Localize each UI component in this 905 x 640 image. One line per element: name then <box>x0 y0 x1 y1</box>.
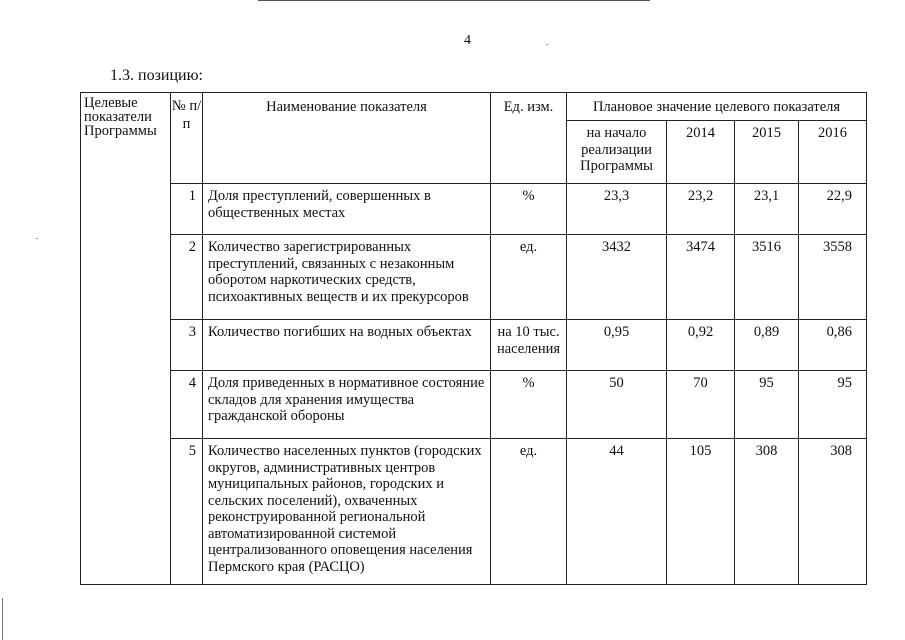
table-row <box>81 320 867 371</box>
indicator-name: Количество населенных пунктов (городских округов, административных центров муниципальных районов, городских и сельских поселений), охваченных реконструированной региональной автоматизированной системой централизованного оповещения населения Пермского края (РАСЦО) <box>203 439 491 585</box>
table-row <box>81 371 867 439</box>
indicator-name: Количество погибших на водных объектах <box>203 320 491 371</box>
value-start: 3432 <box>567 235 667 320</box>
row-number: 3 <box>171 320 203 371</box>
value-year: 23,2 <box>667 184 735 235</box>
scan-edge-mark <box>2 598 3 640</box>
section-label: 1.3. позицию: <box>110 67 203 84</box>
indicator-name: Доля приведенных в нормативное состояние складов для хранения имущества гражданской обороны <box>203 371 491 439</box>
indicator-name: Количество зарегистрированных преступлений, связанных с незаконным оборотом наркотических средств, психоактивных веществ и их прекурсоров <box>203 235 491 320</box>
value-year: 308 <box>799 439 867 585</box>
header-targets: Целевые показатели Программы <box>81 93 171 585</box>
header-planned: Плановое значение целевого показателя <box>567 93 867 121</box>
page-number: 4 <box>464 33 471 48</box>
indicator-name: Доля преступлений, совершенных в общественных местах <box>203 184 491 235</box>
value-start: 50 <box>567 371 667 439</box>
indicator-unit: % <box>491 371 567 439</box>
indicator-unit: % <box>491 184 567 235</box>
value-year: 23,1 <box>735 184 799 235</box>
value-year: 3516 <box>735 235 799 320</box>
subheader-year: 2014 <box>667 121 735 184</box>
subheader-year: 2016 <box>799 121 867 184</box>
value-year: 3474 <box>667 235 735 320</box>
subheader-year: 2015 <box>735 121 799 184</box>
top-rule <box>258 0 650 1</box>
indicator-unit: на 10 тыс. населения <box>491 320 567 371</box>
value-year: 22,9 <box>799 184 867 235</box>
targets-table <box>80 92 867 585</box>
scan-speck <box>36 238 38 239</box>
value-start: 0,95 <box>567 320 667 371</box>
value-start: 23,3 <box>567 184 667 235</box>
value-year: 0,89 <box>735 320 799 371</box>
value-year: 105 <box>667 439 735 585</box>
table-row <box>81 439 867 585</box>
header-name: Наименование показателя <box>203 93 491 184</box>
row-number: 5 <box>171 439 203 585</box>
value-year: 95 <box>735 371 799 439</box>
value-year: 3558 <box>799 235 867 320</box>
table-row <box>81 235 867 320</box>
row-number: 2 <box>171 235 203 320</box>
indicator-unit: ед. <box>491 439 567 585</box>
value-year: 0,86 <box>799 320 867 371</box>
indicator-unit: ед. <box>491 235 567 320</box>
header-number: № п/п <box>171 93 203 184</box>
row-number: 4 <box>171 371 203 439</box>
value-year: 0,92 <box>667 320 735 371</box>
header-unit: Ед. изм. <box>491 93 567 184</box>
subheader-start: на начало реализации Программы <box>567 121 667 184</box>
value-year: 308 <box>735 439 799 585</box>
value-start: 44 <box>567 439 667 585</box>
value-year: 95 <box>799 371 867 439</box>
table-row <box>81 184 867 235</box>
row-number: 1 <box>171 184 203 235</box>
value-year: 70 <box>667 371 735 439</box>
header-row <box>81 93 867 121</box>
scan-speck <box>546 44 548 45</box>
